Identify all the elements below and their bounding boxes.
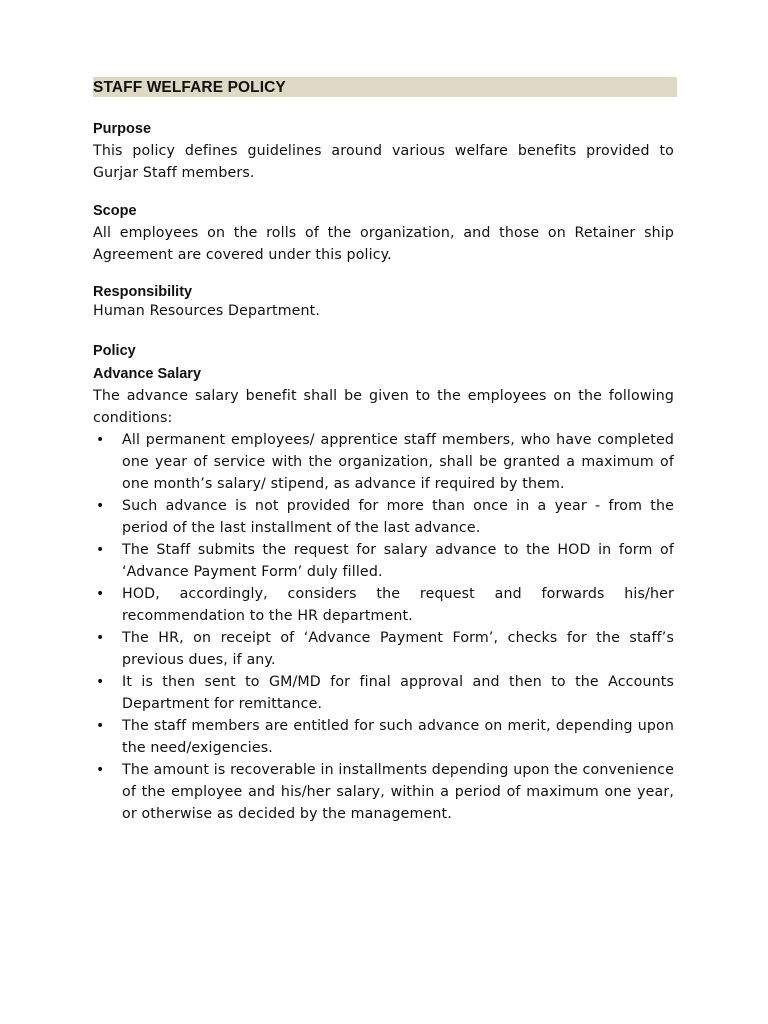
purpose-text: This policy defines guidelines around various welfare benefits provided to Gurjar Staff members. xyxy=(93,143,674,181)
list-item xyxy=(93,759,674,825)
bullet-icon: • xyxy=(96,586,105,602)
document-title: STAFF WELFARE POLICY xyxy=(93,77,677,97)
bullet-icon: • xyxy=(96,762,105,778)
responsibility-heading: Responsibility xyxy=(93,284,193,300)
list-item-text: It is then sent to GM/MD for final approval and then to the Accounts Department for remittance. xyxy=(122,674,674,712)
bullet-icon: • xyxy=(96,432,105,448)
policy-heading: Policy xyxy=(93,343,136,359)
bullet-icon: • xyxy=(96,630,105,646)
bullet-icon: • xyxy=(96,674,105,690)
bullet-icon: • xyxy=(96,718,105,734)
responsibility-text: Human Resources Department. xyxy=(93,303,321,319)
list-item-text: The staff members are entitled for such advance on merit, depending upon the need/exigencies. xyxy=(122,718,674,756)
list-item xyxy=(93,583,674,627)
list-item xyxy=(93,539,674,583)
conditions-list xyxy=(93,429,674,825)
scope-heading: Scope xyxy=(93,203,137,219)
list-item xyxy=(93,429,674,495)
list-item-text: The HR, on receipt of ‘Advance Payment Form’, checks for the staff’s previous dues, if any. xyxy=(122,630,674,668)
list-item-text: The amount is recoverable in installments depending upon the convenience of the employee and his/her salary, within a period of maximum one year, or otherwise as decided by the management. xyxy=(122,762,674,822)
advance-salary-subheading: Advance Salary xyxy=(93,366,202,382)
list-item xyxy=(93,495,674,539)
list-item xyxy=(93,715,674,759)
bullet-icon: • xyxy=(96,498,105,514)
purpose-heading: Purpose xyxy=(93,121,152,137)
policy-intro-text: The advance salary benefit shall be given to the employees on the following conditions: xyxy=(93,388,674,426)
list-item xyxy=(93,627,674,671)
list-item-text: HOD, accordingly, considers the request and forwards his/her recommendation to the HR department. xyxy=(122,586,674,624)
document-page xyxy=(93,77,674,825)
scope-text: All employees on the rolls of the organization, and those on Retainer ship Agreement are covered under this policy. xyxy=(93,225,674,263)
bullet-icon: • xyxy=(96,542,105,558)
list-item-text: The Staff submits the request for salary advance to the HOD in form of ‘Advance Payment Form’ duly filled. xyxy=(122,542,674,580)
list-item-text: Such advance is not provided for more than once in a year - from the period of the last installment of the last advance. xyxy=(122,498,674,536)
list-item-text: All permanent employees/ apprentice staff members, who have completed one year of service with the organization, shall be granted a maximum of one month’s salary/ stipend, as advance if required by them. xyxy=(122,432,674,492)
list-item xyxy=(93,671,674,715)
